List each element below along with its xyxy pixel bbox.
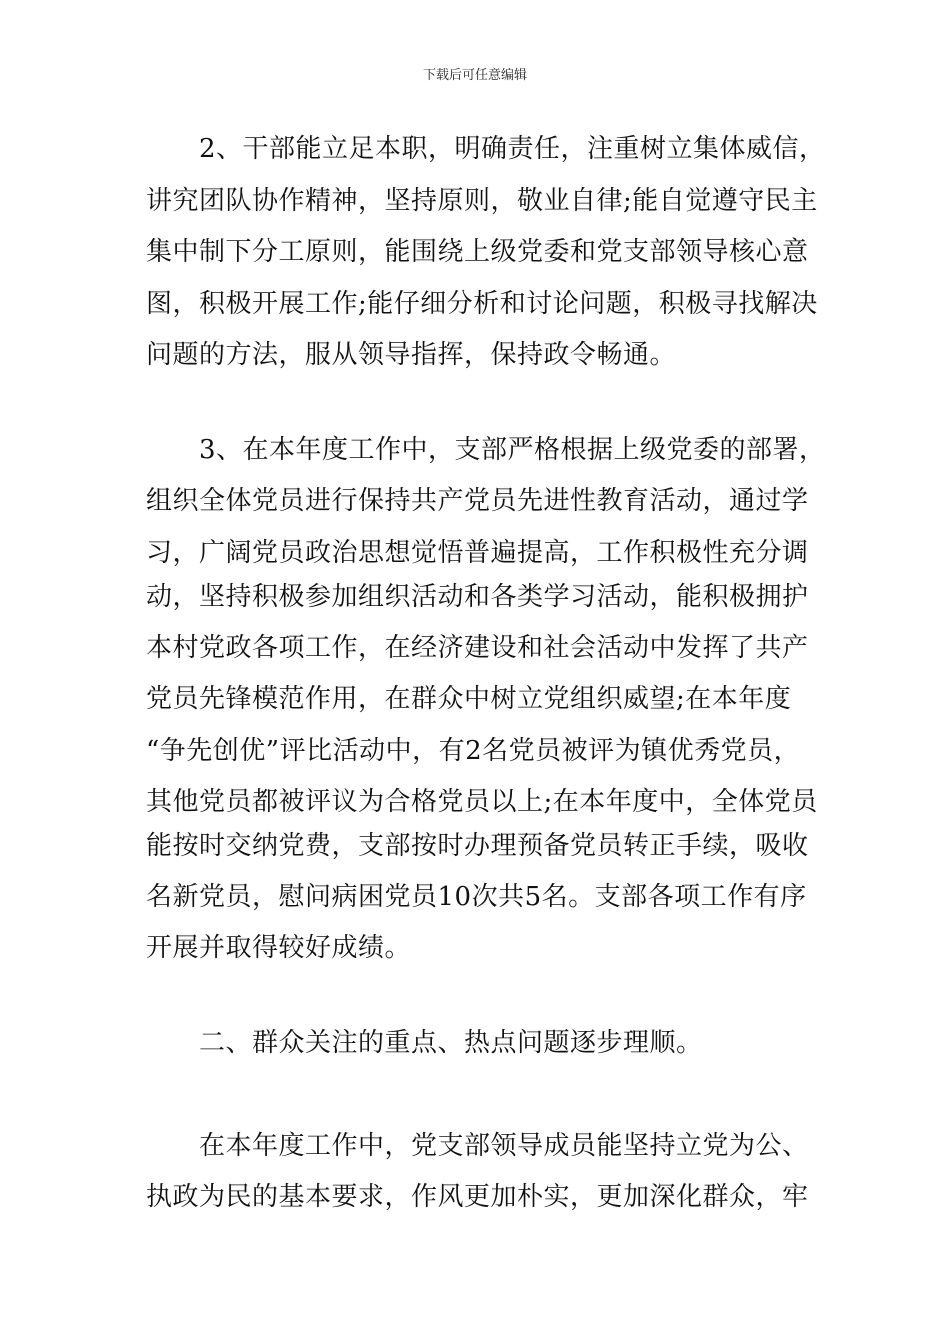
paragraph-line: 名新党员，慰问病困党员10次共5名。支部各项工作有序: [146, 882, 807, 912]
paragraph-line: 本村党政各项工作，在经济建设和社会活动中发挥了共产: [146, 633, 809, 663]
paragraph-line: 其他党员都被评议为合格党员以上;在本年度中，全体党员: [146, 787, 818, 817]
paragraph-line: 能按时交纳党费，支部按时办理预备党员转正手续，吸收: [146, 831, 809, 861]
paragraph-line: 问题的方法，服从领导指挥，保持政令畅通。: [146, 340, 677, 370]
paragraph-line: 组织全体党员进行保持共产党员先进性教育活动，通过学: [146, 486, 809, 516]
paragraph-line: 习，广阔党员政治思想觉悟普遍提高，工作积极性充分调: [146, 538, 809, 568]
paragraph-line: 讲究团队协作精神，坚持原则，敬业自律;能自觉遵守民主: [146, 186, 818, 216]
page-header: 下载后可任意编辑: [422, 68, 527, 83]
paragraph-line: 集中制下分工原则，能围绕上级党委和党支部领导核心意: [146, 237, 809, 267]
paragraph-line: 3、在本年度工作中，支部严格根据上级党委的部署，: [146, 435, 826, 465]
paragraph-line: 图，积极开展工作;能仔细分析和讨论问题，积极寻找解决: [146, 289, 818, 319]
paragraph-line: 动，坚持积极参加组织活动和各类学习活动，能积极拥护: [146, 582, 809, 612]
paragraph-line: 开展并取得较好成绩。: [146, 933, 412, 963]
paragraph-line: 执政为民的基本要求，作风更加朴实，更加深化群众，牢: [146, 1182, 809, 1212]
paragraph-line: “争先创优”评比活动中，有2名党员被评为镇优秀党员，: [146, 736, 801, 766]
paragraph-line: 在本年度工作中，党支部领导成员能坚持立党为公、: [146, 1131, 809, 1161]
paragraph-line: 2、干部能立足本职，明确责任，注重树立集体威信，: [146, 134, 826, 164]
section-heading: 二、群众关注的重点、热点问题逐步理顺。: [146, 1028, 703, 1058]
paragraph-line: 党员先锋模范作用，在群众中树立党组织威望;在本年度: [146, 684, 792, 714]
